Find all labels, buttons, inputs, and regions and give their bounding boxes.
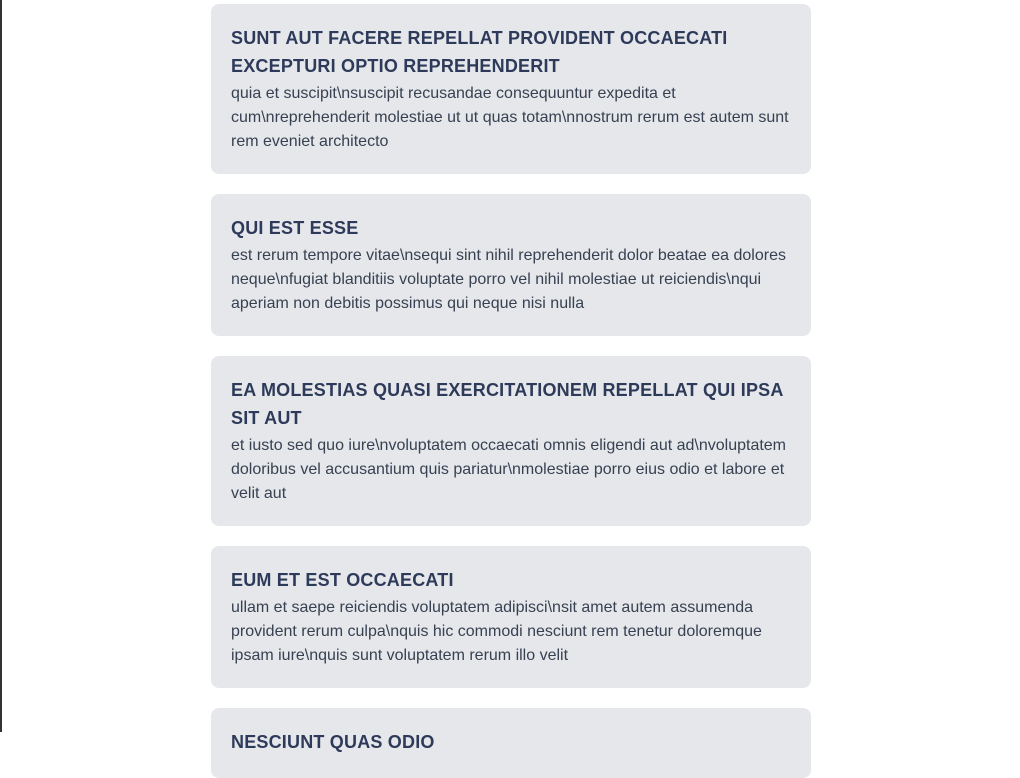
post-card bbox=[211, 546, 811, 688]
post-title: SUNT AUT FACERE REPELLAT PROVIDENT OCCAECATI EXCEPTURI OPTIO REPREHENDERIT bbox=[231, 28, 728, 76]
post-title: EUM ET EST OCCAECATI bbox=[231, 570, 454, 590]
post-card bbox=[211, 708, 811, 778]
post-body: ullam et saepe reiciendis voluptatem adipisci\nsit amet autem assumenda provident rerum culpa\nquis hic commodi nesciunt rem tenetur doloremque ipsam iure\nquis sunt voluptatem rerum illo velit bbox=[231, 599, 762, 664]
post-title: EA MOLESTIAS QUASI EXERCITATIONEM REPELLAT QUI IPSA SIT AUT bbox=[231, 380, 783, 428]
post-card bbox=[211, 356, 811, 526]
post-title: QUI EST ESSE bbox=[231, 218, 359, 238]
post-body: et iusto sed quo iure\nvoluptatem occaecati omnis eligendi aut ad\nvoluptatem doloribus vel accusantium quis pariatur\nmolestiae porro eius odio et labore et velit aut bbox=[231, 437, 787, 502]
post-card bbox=[211, 4, 811, 174]
post-body: quia et suscipit\nsuscipit recusandae consequuntur expedita et cum\nreprehenderit molestiae ut ut quas totam\nnostrum rerum est autem sunt rem eveniet architecto bbox=[231, 85, 789, 150]
posts-list bbox=[211, 0, 811, 778]
post-body: est rerum tempore vitae\nsequi sint nihil reprehenderit dolor beatae ea dolores neque\nfugiat blanditiis voluptate porro vel nihil molestiae ut reiciendis\nqui aperiam non debitis possimus qui neque nisi nulla bbox=[231, 247, 786, 312]
post-card bbox=[211, 194, 811, 336]
post-title: NESCIUNT QUAS ODIO bbox=[231, 732, 435, 752]
